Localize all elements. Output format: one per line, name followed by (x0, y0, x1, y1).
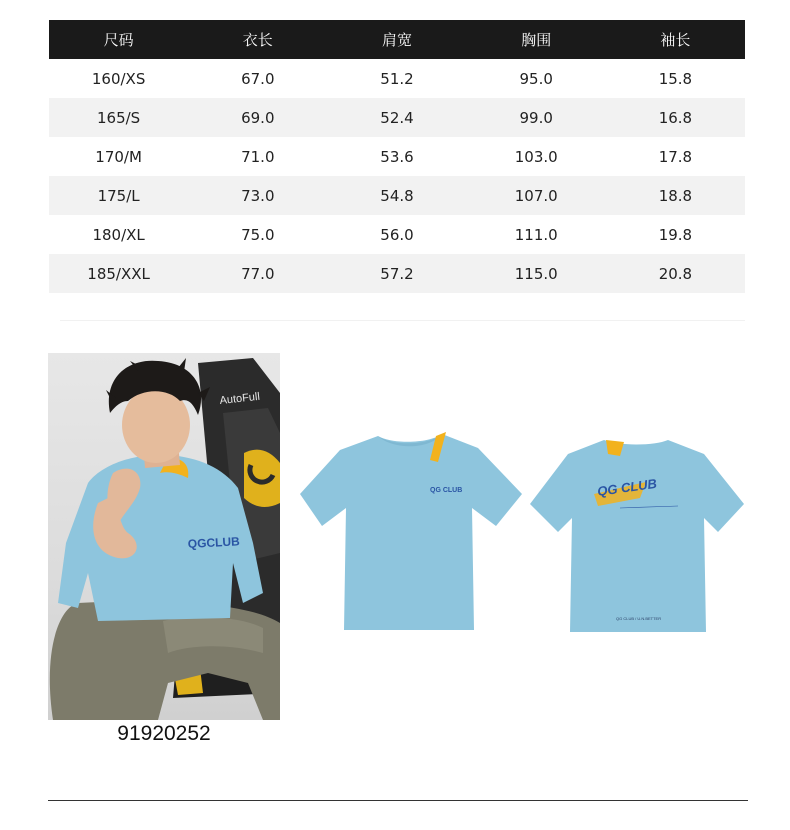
cell-size: 165/S (96, 108, 141, 127)
back-print-logo: QG CLUB (596, 475, 658, 499)
table-row (49, 254, 745, 293)
cell-length: 71.0 (241, 147, 275, 166)
back-hem-text: QG CLUB / U.N.BETTER (616, 616, 662, 621)
cell-sleeve: 17.8 (658, 147, 693, 166)
cell-sleeve: 15.8 (658, 69, 693, 88)
cell-size: 175/L (97, 186, 140, 205)
cell-length: 73.0 (241, 186, 275, 205)
table-row (49, 137, 745, 176)
header-sleeve: 袖长 (660, 31, 691, 49)
cell-sleeve: 18.8 (658, 186, 693, 205)
cell-length: 69.0 (241, 108, 275, 127)
model-photo (48, 353, 280, 720)
cell-length: 77.0 (241, 264, 275, 283)
cell-shoulder: 53.6 (380, 147, 414, 166)
cell-length: 67.0 (241, 69, 275, 88)
bottom-divider (48, 800, 748, 801)
cell-shoulder: 54.8 (380, 186, 414, 205)
cell-length: 75.0 (241, 225, 275, 244)
table-header-row (49, 20, 745, 59)
cell-shoulder: 56.0 (380, 225, 414, 244)
header-size: 尺码 (103, 31, 134, 49)
chair-brand-label: AutoFull (219, 390, 261, 407)
cell-shoulder: 57.2 (380, 264, 414, 283)
shirt-print-text: QGCLUB (187, 534, 241, 551)
product-sku: 91920252 (117, 722, 211, 745)
cell-chest: 95.0 (519, 69, 553, 88)
cell-size: 185/XXL (87, 264, 150, 283)
cell-chest: 99.0 (519, 108, 553, 127)
cell-shoulder: 51.2 (380, 69, 414, 88)
tshirt-back-image (528, 436, 748, 636)
cell-shoulder: 52.4 (380, 108, 414, 127)
cell-chest: 107.0 (514, 186, 558, 205)
cell-chest: 111.0 (514, 225, 558, 244)
cell-sleeve: 20.8 (658, 264, 693, 283)
header-chest: 胸围 (521, 31, 552, 49)
cell-size: 160/XS (91, 69, 146, 88)
header-length: 衣长 (242, 31, 273, 49)
front-chest-print: QG CLUB (430, 487, 463, 494)
cell-size: 180/XL (92, 225, 145, 244)
table-row (49, 215, 745, 254)
table-row (49, 59, 745, 98)
cell-sleeve: 19.8 (658, 225, 693, 244)
header-shoulder: 肩宽 (382, 31, 413, 49)
cell-chest: 115.0 (514, 264, 558, 283)
table-row (49, 98, 745, 137)
cell-chest: 103.0 (514, 147, 558, 166)
tshirt-front-image (300, 430, 524, 635)
cell-size: 170/M (95, 147, 142, 166)
size-table (49, 20, 745, 293)
table-row (49, 176, 745, 215)
section-divider (60, 320, 745, 321)
cell-sleeve: 16.8 (658, 108, 693, 127)
